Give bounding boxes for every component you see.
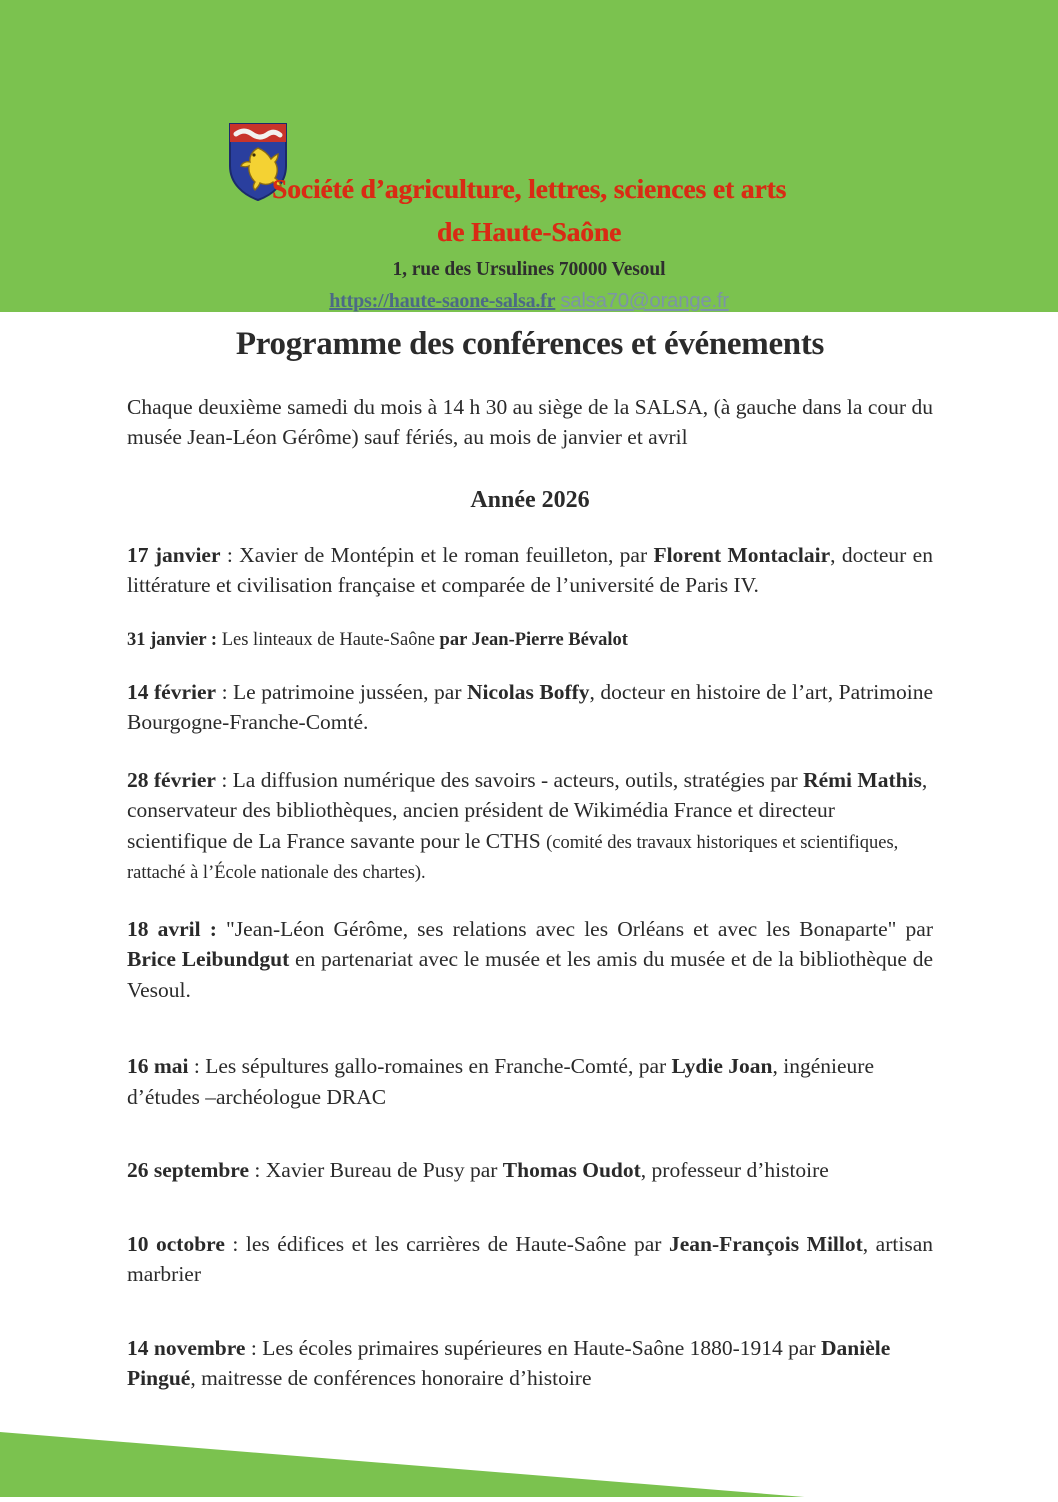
entry-text-before: Les sépultures gallo-romaines en Franche-Comté, par xyxy=(205,1054,672,1079)
list-item xyxy=(127,1333,933,1394)
intro-paragraph: Chaque deuxième samedi du mois à 14 h 30 au siège de la SALSA, (à gauche dans la cour du musée Jean-Léon Gérôme) sauf fériés, au mois de janvier et avril xyxy=(127,394,933,450)
organization-title xyxy=(129,168,929,253)
entry-date: 18 avril : xyxy=(127,916,217,941)
entry-date: 14 novembre xyxy=(127,1335,246,1360)
entry-speaker: Thomas Oudot xyxy=(502,1158,641,1183)
entry-text-before: les édifices et les carrières de Haute-Saône par xyxy=(245,1231,669,1256)
entry-note: (comité des travaux historiques et scientifiques, rattaché à l’École nationale des chartes). xyxy=(127,831,899,883)
list-item xyxy=(127,540,933,601)
contact-line xyxy=(129,289,929,313)
list-item xyxy=(127,1229,933,1290)
entry-date: 17 janvier xyxy=(127,542,221,567)
entry-date: 16 mai xyxy=(127,1054,189,1079)
entry-date: 31 janvier : xyxy=(127,629,218,650)
entry-date: 26 septembre xyxy=(127,1158,250,1183)
email-link[interactable]: salsa70@orange.fr xyxy=(560,289,729,312)
entry-date: 28 février xyxy=(127,767,216,792)
page-title: Programme des conférences et événements xyxy=(235,326,825,362)
list-item xyxy=(127,628,933,653)
entry-text-before: Xavier de Montépin et le roman feuilleton, par xyxy=(239,542,654,567)
entry-text-after: , docteur en littérature et civilisation française et comparée de l’université de Paris IV. xyxy=(127,542,933,598)
entry-text-after: , ingénieure d’études –archéologue DRAC xyxy=(127,1054,874,1109)
list-item xyxy=(127,914,933,1006)
entry-text-after: en partenariat avec le musée et les amis du musée et de la bibliothèque de Vesoul. xyxy=(127,947,933,1002)
entry-separator: : xyxy=(220,542,240,567)
organization-title-line1: Société d’agriculture, lettres, sciences et arts xyxy=(271,173,787,204)
entry-speaker: Lydie Joan xyxy=(671,1054,773,1079)
website-link[interactable]: https://haute-saone-salsa.fr xyxy=(329,290,556,312)
header-band xyxy=(0,0,1058,312)
entry-separator: : xyxy=(249,1158,266,1183)
entry-text-before: Les écoles primaires supérieures en Haute-Saône 1880-1914 par xyxy=(262,1335,821,1360)
list-item xyxy=(127,1155,933,1186)
organization-address: 1, rue des Ursulines 70000 Vesoul xyxy=(392,259,666,280)
entry-separator: : xyxy=(188,1054,206,1079)
entry-text-before: Le patrimoine jusséen, par xyxy=(233,679,467,704)
entry-separator xyxy=(217,917,226,941)
entry-text-after: , maitresse de conférences honoraire d’histoire xyxy=(190,1366,592,1391)
entry-speaker: Brice Leibundgut xyxy=(127,947,290,972)
entry-text-after: , conservateur des bibliothèques, ancien président de Wikimédia France et directeur scientifique de La France savante pour le CTHS xyxy=(127,767,928,853)
entry-speaker: Nicolas Boffy xyxy=(467,679,590,704)
entry-text-before: La diffusion numérique des savoirs - acteurs, outils, stratégies par xyxy=(232,767,804,792)
organization-title-line2: de Haute-Saône xyxy=(436,215,622,247)
document-body xyxy=(127,312,933,1394)
entry-speaker: Rémi Mathis xyxy=(803,767,922,792)
list-item xyxy=(127,677,933,738)
year-heading: Année 2026 xyxy=(470,486,590,513)
entry-speaker: Florent Montaclair xyxy=(653,542,831,567)
entry-text-after: , docteur en histoire de l’art, Patrimoine Bourgogne-Franche-Comté. xyxy=(127,679,934,735)
entry-date: 10 octobre xyxy=(127,1231,225,1256)
entry-separator: : xyxy=(215,767,233,792)
entry-separator: : xyxy=(224,1231,246,1256)
entry-separator: : xyxy=(245,1335,263,1360)
entry-separator: : xyxy=(216,679,234,704)
entry-text-before: "Jean-Léon Gérôme, ses relations avec les Orléans et avec les Bonaparte" par xyxy=(226,916,934,941)
entry-speaker: Danièle Pingué xyxy=(127,1335,891,1391)
list-item xyxy=(127,765,933,887)
entry-text-after: , artisan marbrier xyxy=(127,1231,933,1287)
footer-decoration xyxy=(0,1387,1058,1497)
header-content xyxy=(0,0,1058,312)
entry-text-before: Les linteaux de Haute-Saône xyxy=(221,629,440,650)
list-item xyxy=(127,1051,933,1112)
entry-text-after: , professeur d’histoire xyxy=(640,1158,829,1183)
entry-date: 14 février xyxy=(127,679,217,704)
conference-list xyxy=(127,540,933,1394)
entry-text-before: Xavier Bureau de Pusy par xyxy=(265,1158,503,1183)
entry-speaker: Jean-François Millot xyxy=(668,1231,863,1256)
entry-speaker: par Jean-Pierre Bévalot xyxy=(439,629,628,650)
